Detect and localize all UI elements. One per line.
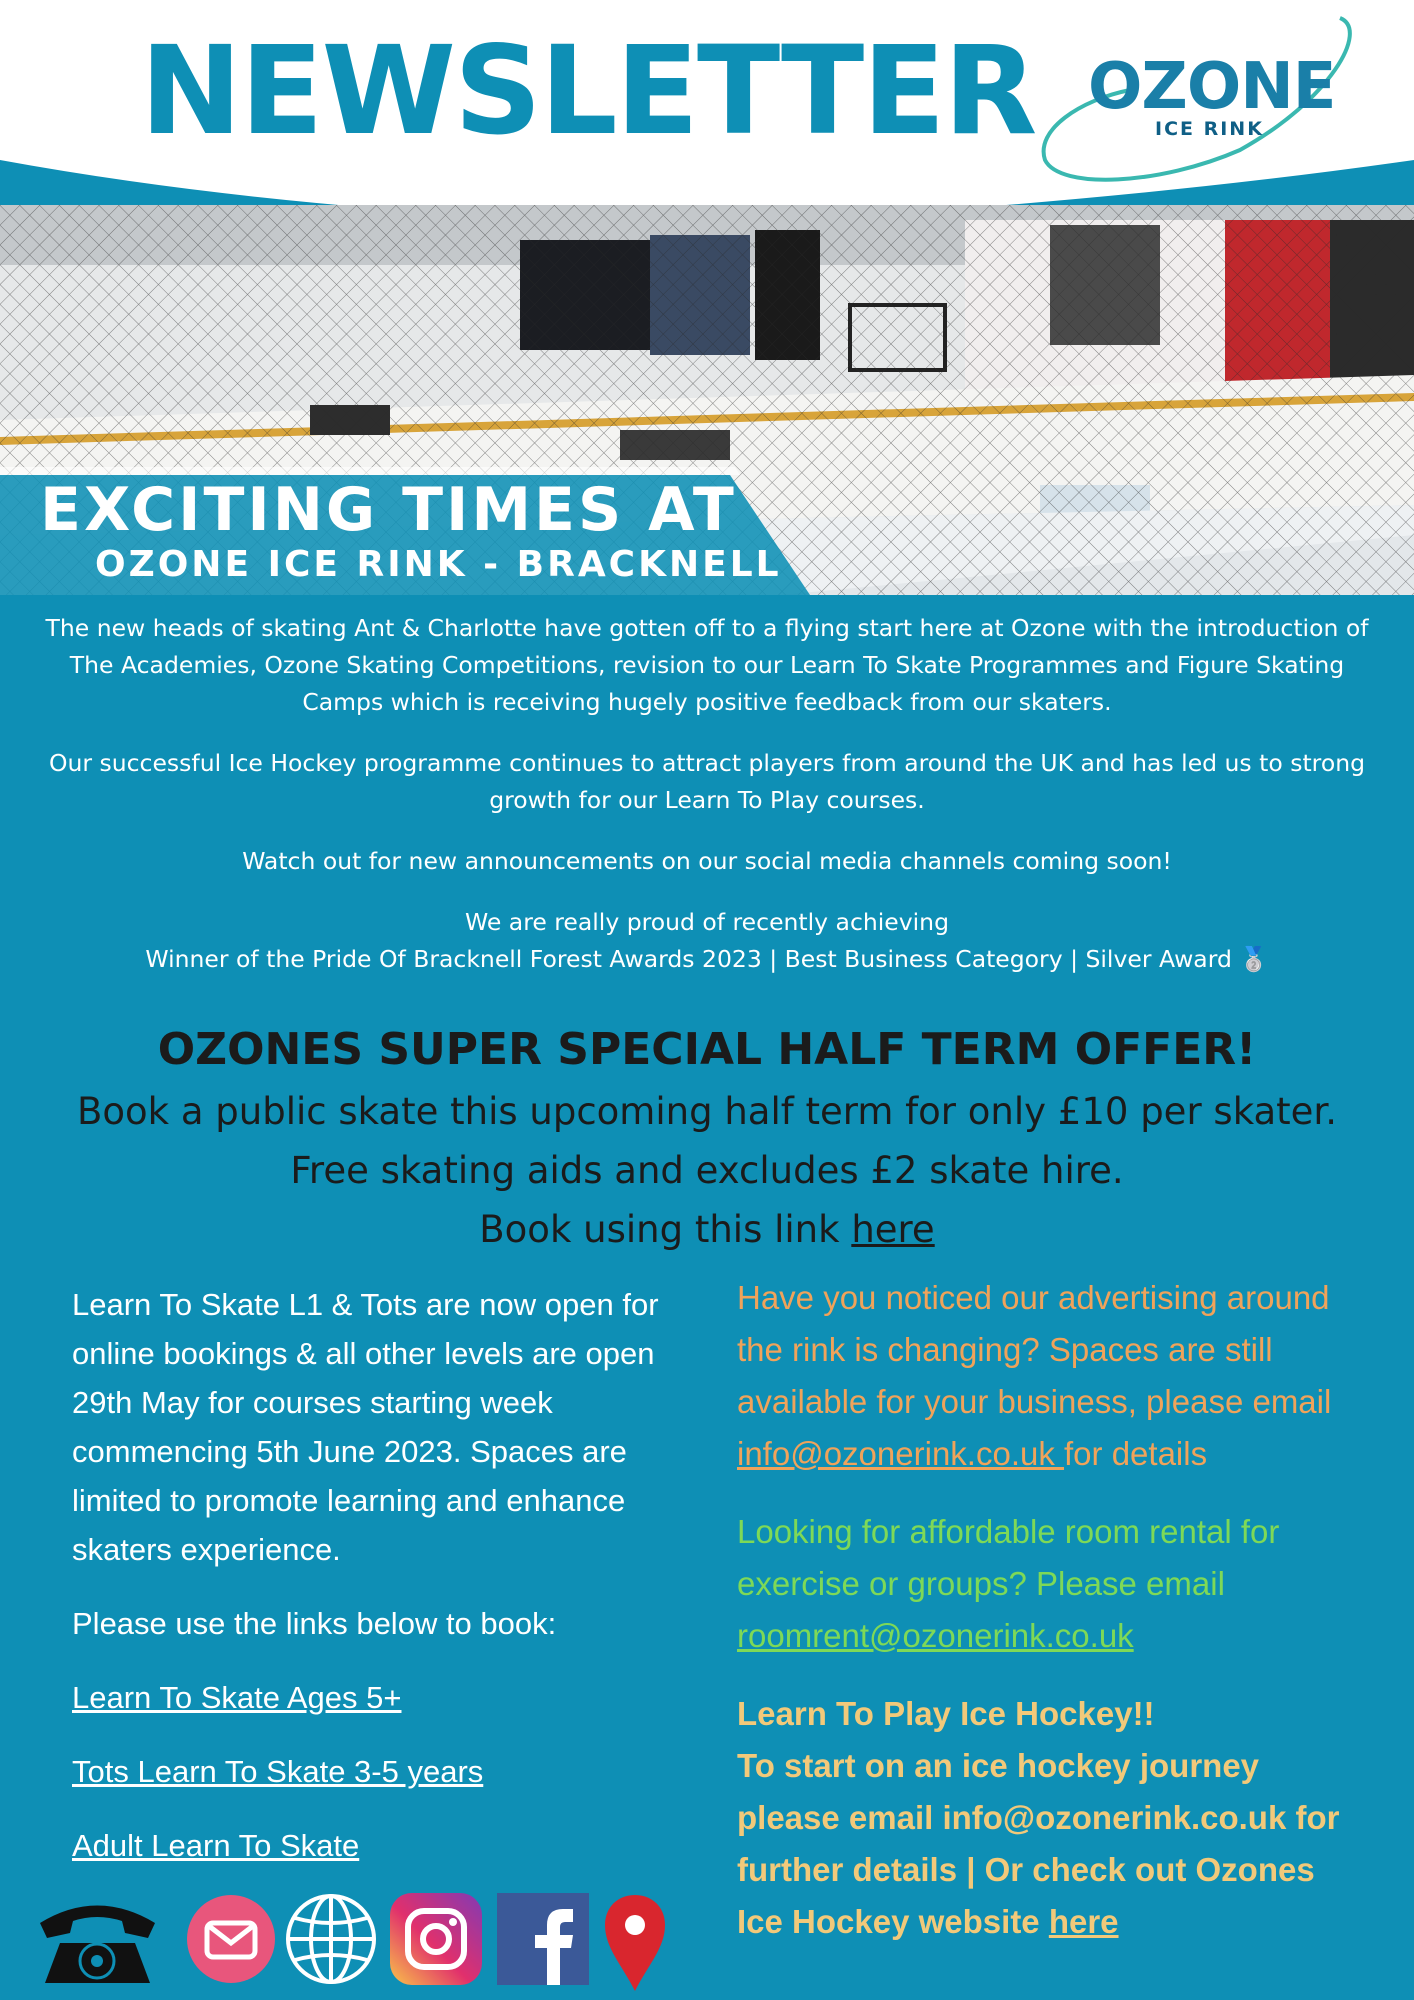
intro-section bbox=[30, 610, 1384, 1002]
offer-link-prefix: Book using this link bbox=[479, 1208, 852, 1251]
intro-paragraph-1: The new heads of skating Ant & Charlotte have gotten off to a flying start here at Ozone with the introduction of The Academies, Ozone Skating Competitions, revision to our Learn To Skate Programmes and Figure Skating Camps which is receiving hugely positive feedback from our skaters. bbox=[45, 614, 1369, 716]
globe-icon[interactable] bbox=[285, 1893, 377, 1985]
room-rental-paragraph bbox=[737, 1506, 1367, 1662]
offer-body: Book a public skate this upcoming half term for only £10 per skater. Free skating aids and excludes £2 skate hire. bbox=[76, 1090, 1337, 1192]
hero-banner-subheading: OZONE ICE RINK - BRACKNELL bbox=[95, 544, 782, 585]
location-pin-icon[interactable] bbox=[602, 1893, 668, 1993]
offer-link-line bbox=[40, 1200, 1374, 1259]
instagram-icon[interactable] bbox=[390, 1893, 482, 1985]
offer-booking-link[interactable]: here bbox=[851, 1208, 935, 1251]
award-line-2: Winner of the Pride Of Bracknell Forest Awards 2023 | Best Business Category | Silver Award 🥈 bbox=[145, 945, 1269, 973]
tots-learn-to-skate-link[interactable]: Tots Learn To Skate 3-5 years bbox=[72, 1754, 484, 1789]
learn-to-skate-info: Learn To Skate L1 & Tots are now open for online bookings & all other levels are open 29th May for courses starting week commencing 5th June 2023. Spaces are limited to promote learning and enhance skaters experience. bbox=[72, 1287, 659, 1567]
ice-hockey-title: Learn To Play Ice Hockey!! bbox=[737, 1695, 1155, 1732]
newsletter-title: NEWSLETTER bbox=[140, 20, 1036, 162]
room-rental-email-link[interactable]: roomrent@ozonerink.co.uk bbox=[737, 1617, 1134, 1654]
award-line-1: We are really proud of recently achieving bbox=[465, 908, 949, 936]
advertising-text: Have you noticed our advertising around the rink is changing? Spaces are still available for your business, please email bbox=[737, 1279, 1332, 1420]
header bbox=[0, 0, 1414, 240]
logo-main-text: OZONE bbox=[1088, 50, 1336, 124]
offer-title: OZONES SUPER SPECIAL HALF TERM OFFER! bbox=[157, 1024, 1257, 1075]
advertising-email-link[interactable]: info@ozonerink.co.uk bbox=[737, 1435, 1065, 1472]
adult-learn-to-skate-link[interactable]: Adult Learn To Skate bbox=[72, 1828, 360, 1863]
ice-hockey-paragraph bbox=[737, 1688, 1367, 1948]
ice-hockey-text: To start on an ice hockey journey please email info@ozonerink.co.uk for further details | Or check out Ozones Ice Hockey website bbox=[737, 1747, 1340, 1940]
booking-links-intro: Please use the links below to book: bbox=[72, 1606, 557, 1641]
advertising-paragraph bbox=[737, 1272, 1367, 1480]
logo-sub-text: ICE RINK bbox=[1155, 118, 1264, 140]
intro-paragraph-2: Our successful Ice Hockey programme continues to attract players from around the UK and has led us to strong growth for our Learn To Play courses. bbox=[48, 749, 1366, 814]
contact-icons bbox=[30, 1893, 670, 1993]
room-rental-text: Looking for affordable room rental for exercise or groups? Please email bbox=[737, 1513, 1280, 1602]
hero-banner-heading: EXCITING TIMES AT bbox=[40, 475, 737, 545]
facebook-icon[interactable] bbox=[497, 1893, 589, 1985]
learn-to-skate-column bbox=[72, 1280, 692, 1895]
half-term-offer bbox=[40, 1018, 1374, 1259]
intro-paragraph-4 bbox=[30, 904, 1384, 978]
email-icon[interactable] bbox=[185, 1893, 277, 1985]
phone-icon[interactable] bbox=[30, 1893, 165, 1988]
intro-paragraph-3: Watch out for new announcements on our social media channels coming soon! bbox=[242, 847, 1172, 875]
ozone-logo bbox=[1040, 10, 1360, 185]
advertising-suffix: for details bbox=[1064, 1435, 1208, 1472]
info-column bbox=[737, 1272, 1367, 1974]
ice-hockey-website-link[interactable]: here bbox=[1048, 1903, 1119, 1940]
learn-to-skate-5plus-link[interactable]: Learn To Skate Ages 5+ bbox=[72, 1680, 402, 1715]
